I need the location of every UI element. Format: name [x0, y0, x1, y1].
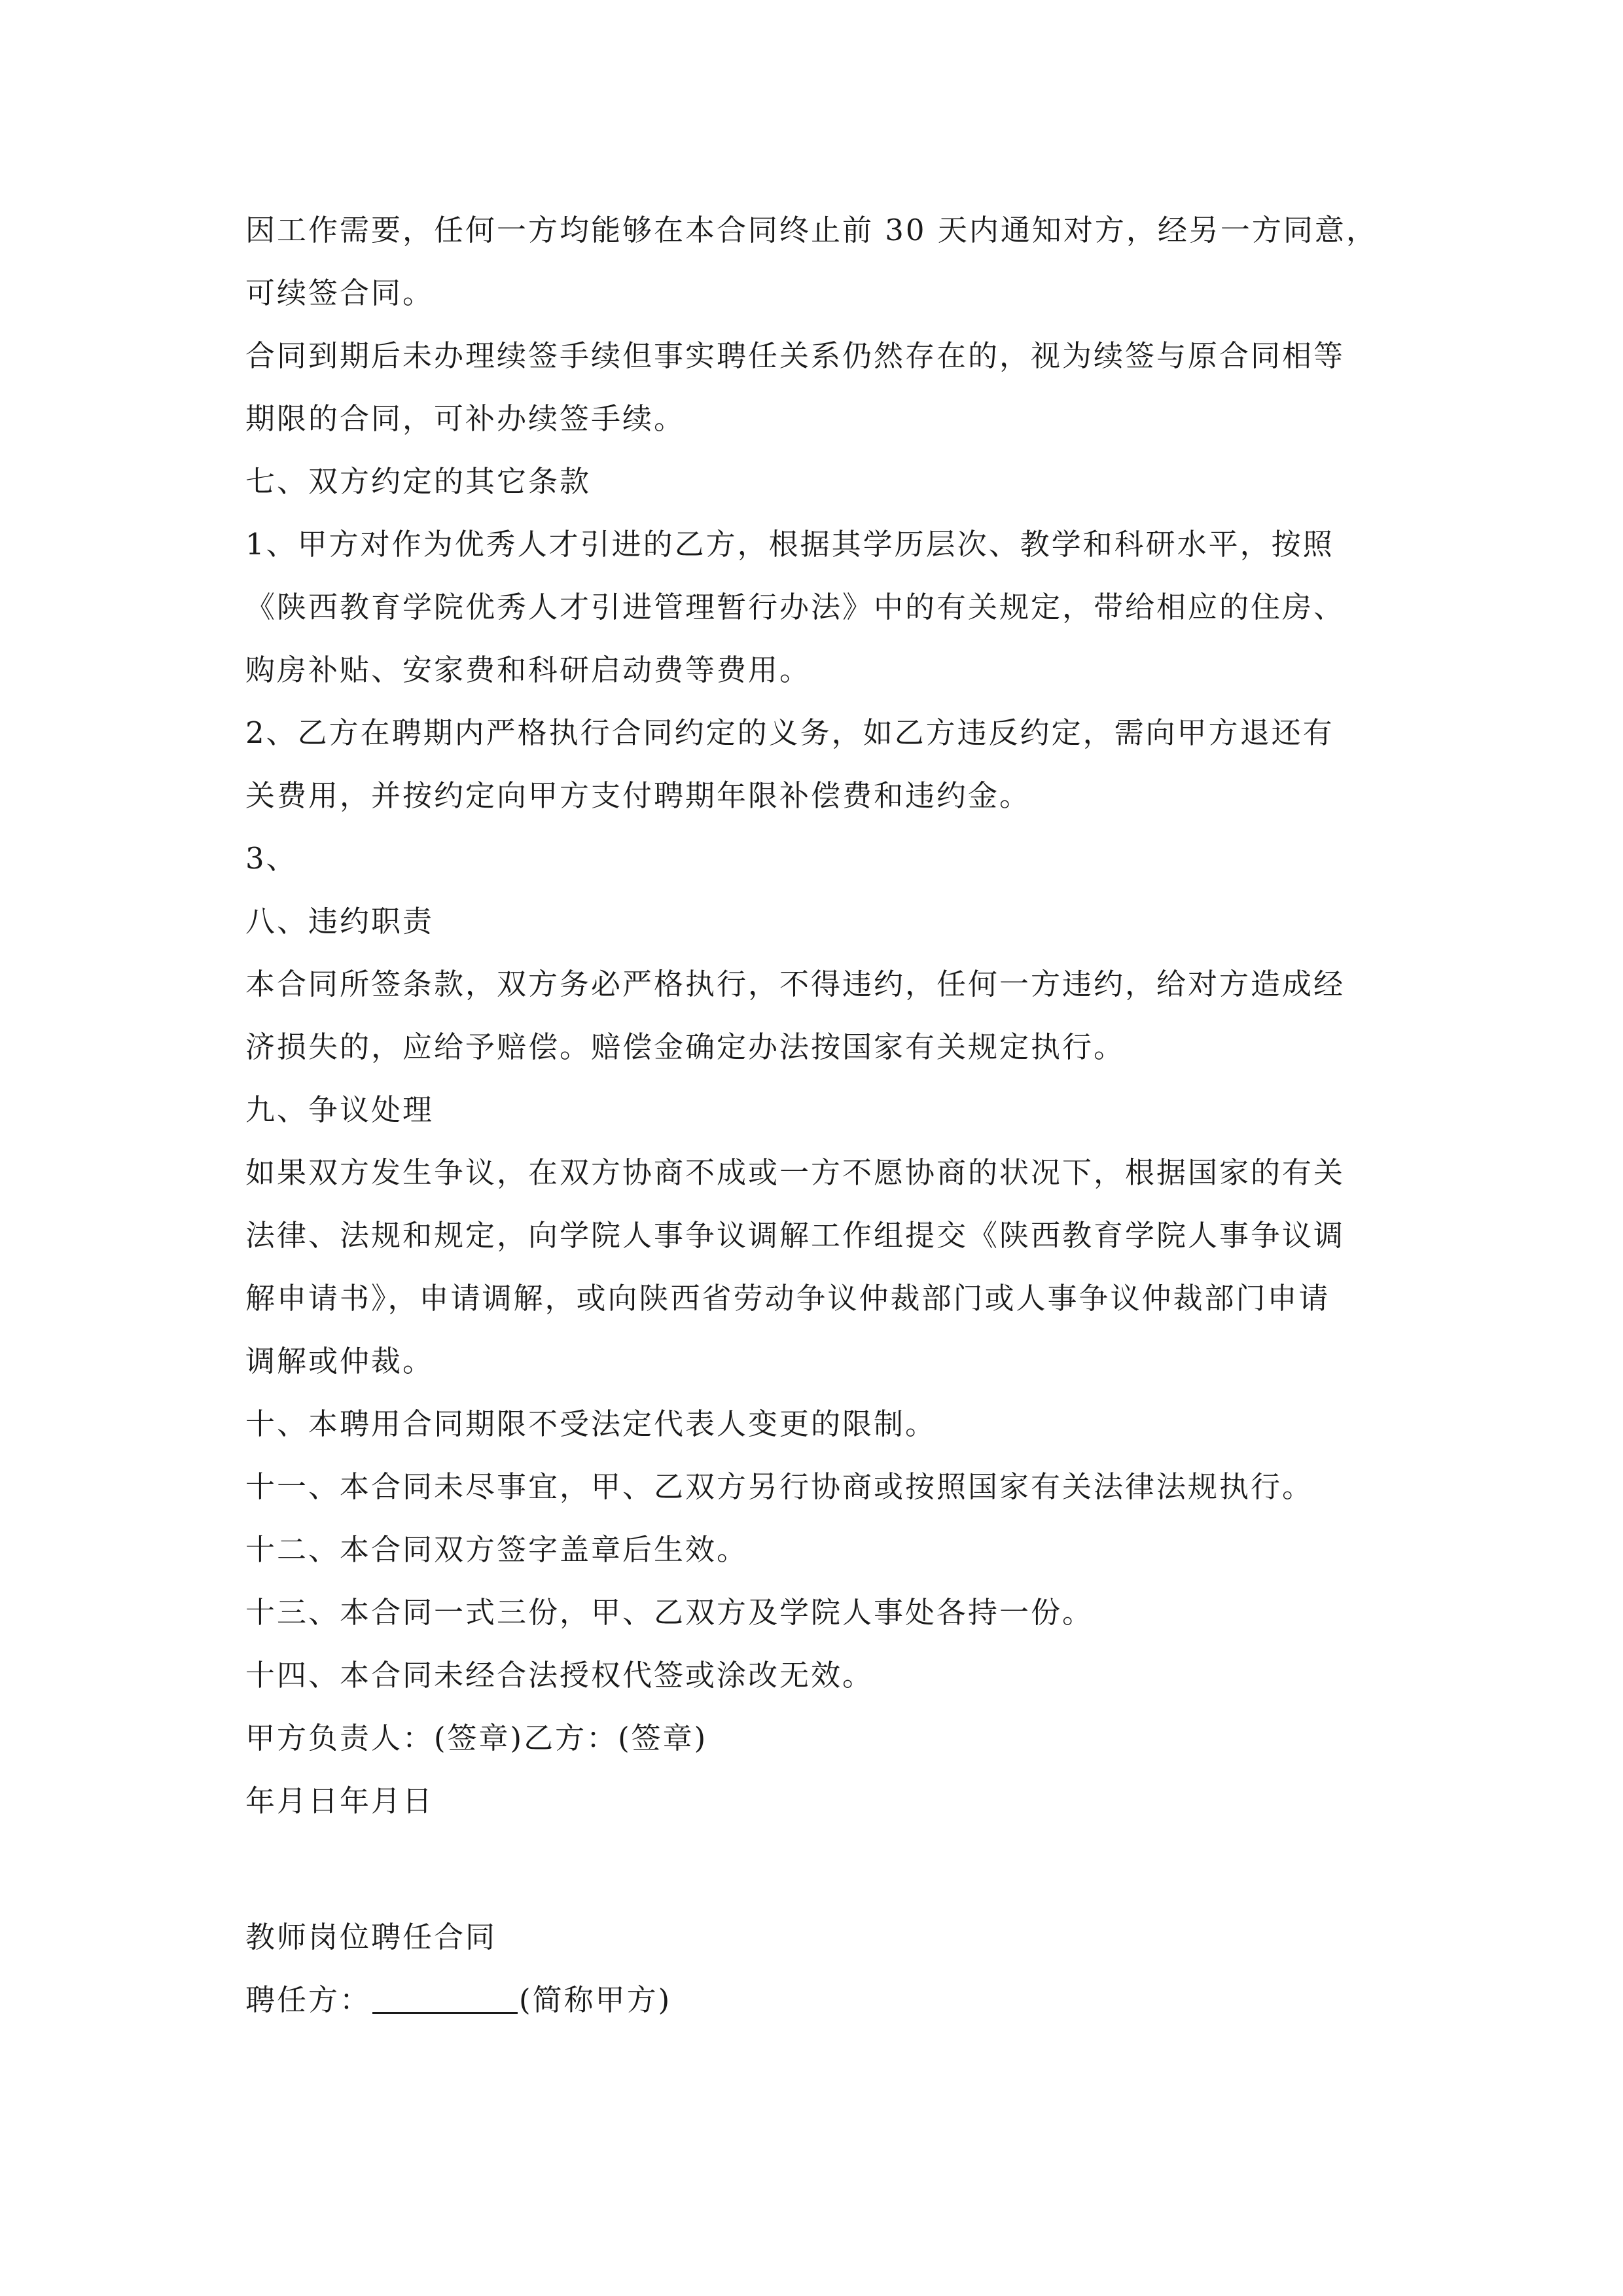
paragraph-line: 期限的合同，可补办续签手续。 — [245, 401, 686, 436]
clause-line: 十、本聘用合同期限不受法定代表人变更的限制。 — [245, 1407, 937, 1441]
paragraph-line: 购房补贴、安家费和科研启动费等费用。 — [245, 653, 812, 687]
signature-line: 甲方负责人：(签章)乙方：(签章) — [245, 1721, 708, 1755]
paragraph-line: 合同到期后未办理续签手续但事实聘任关系仍然存在的，视为续签与原合同相等 — [245, 338, 1346, 373]
paragraph-line: 济损失的，应给予赔偿。赔偿金确定办法按国家有关规定执行。 — [245, 1030, 1126, 1064]
paragraph-line: 关费用，并按约定向甲方支付聘期年限补偿费和违约金。 — [245, 778, 1031, 813]
section-heading: 七、双方约定的其它条款 — [245, 464, 592, 499]
clause-line: 十四、本合同未经合法授权代签或涂改无效。 — [245, 1658, 874, 1693]
appointer-blank — [372, 1981, 518, 2014]
paragraph-line: 《陕西教育学院优秀人才引进管理暂行办法》中的有关规定，带给相应的住房、 — [245, 590, 1346, 624]
paragraph-line: 解申请书》，申请调解，或向陕西省劳动争议仲裁部门或人事争议仲裁部门申请 — [245, 1281, 1330, 1316]
appointer-label: 聘任方： — [245, 1982, 372, 2017]
clause-line: 十一、本合同未尽事宜，甲、乙双方另行协商或按照国家有关法律法规执行。 — [245, 1469, 1314, 1504]
section-heading: 九、争议处理 — [245, 1092, 435, 1127]
contract-title: 教师岗位聘任合同 — [245, 1920, 497, 1954]
paragraph-line: 2、乙方在聘期内严格执行合同约定的义务，如乙方违反约定，需向甲方退还有 — [245, 715, 1334, 750]
paragraph-line: 调解或仲裁。 — [245, 1344, 435, 1378]
paragraph-line: 因工作需要，任何一方均能够在本合同终止前 30 天内通知对方，经另一方同意， — [245, 213, 1378, 247]
section-heading: 八、违约职责 — [245, 904, 435, 939]
paragraph-line: 1、甲方对作为优秀人才引进的乙方，根据其学历层次、教学和科研水平，按照 — [245, 527, 1334, 562]
appointer-line — [245, 1981, 671, 2020]
paragraph-line: 3、 — [245, 841, 298, 876]
paragraph-line: 本合同所签条款，双方务必严格执行，不得违约，任何一方违约，给对方造成经 — [245, 967, 1346, 1001]
clause-line: 十二、本合同双方签字盖章后生效。 — [245, 1532, 749, 1567]
paragraph-line: 如果双方发生争议，在双方协商不成或一方不愿协商的状况下，根据国家的有关 — [245, 1155, 1346, 1190]
appointer-note: (简称甲方) — [519, 1982, 672, 2017]
paragraph-line: 可续签合同。 — [245, 276, 435, 310]
paragraph-line: 法律、法规和规定，向学院人事争议调解工作组提交《陕西教育学院人事争议调 — [245, 1218, 1346, 1253]
clause-line: 十三、本合同一式三份，甲、乙双方及学院人事处各持一份。 — [245, 1595, 1094, 1630]
date-line: 年月日年月日 — [245, 1784, 435, 1818]
